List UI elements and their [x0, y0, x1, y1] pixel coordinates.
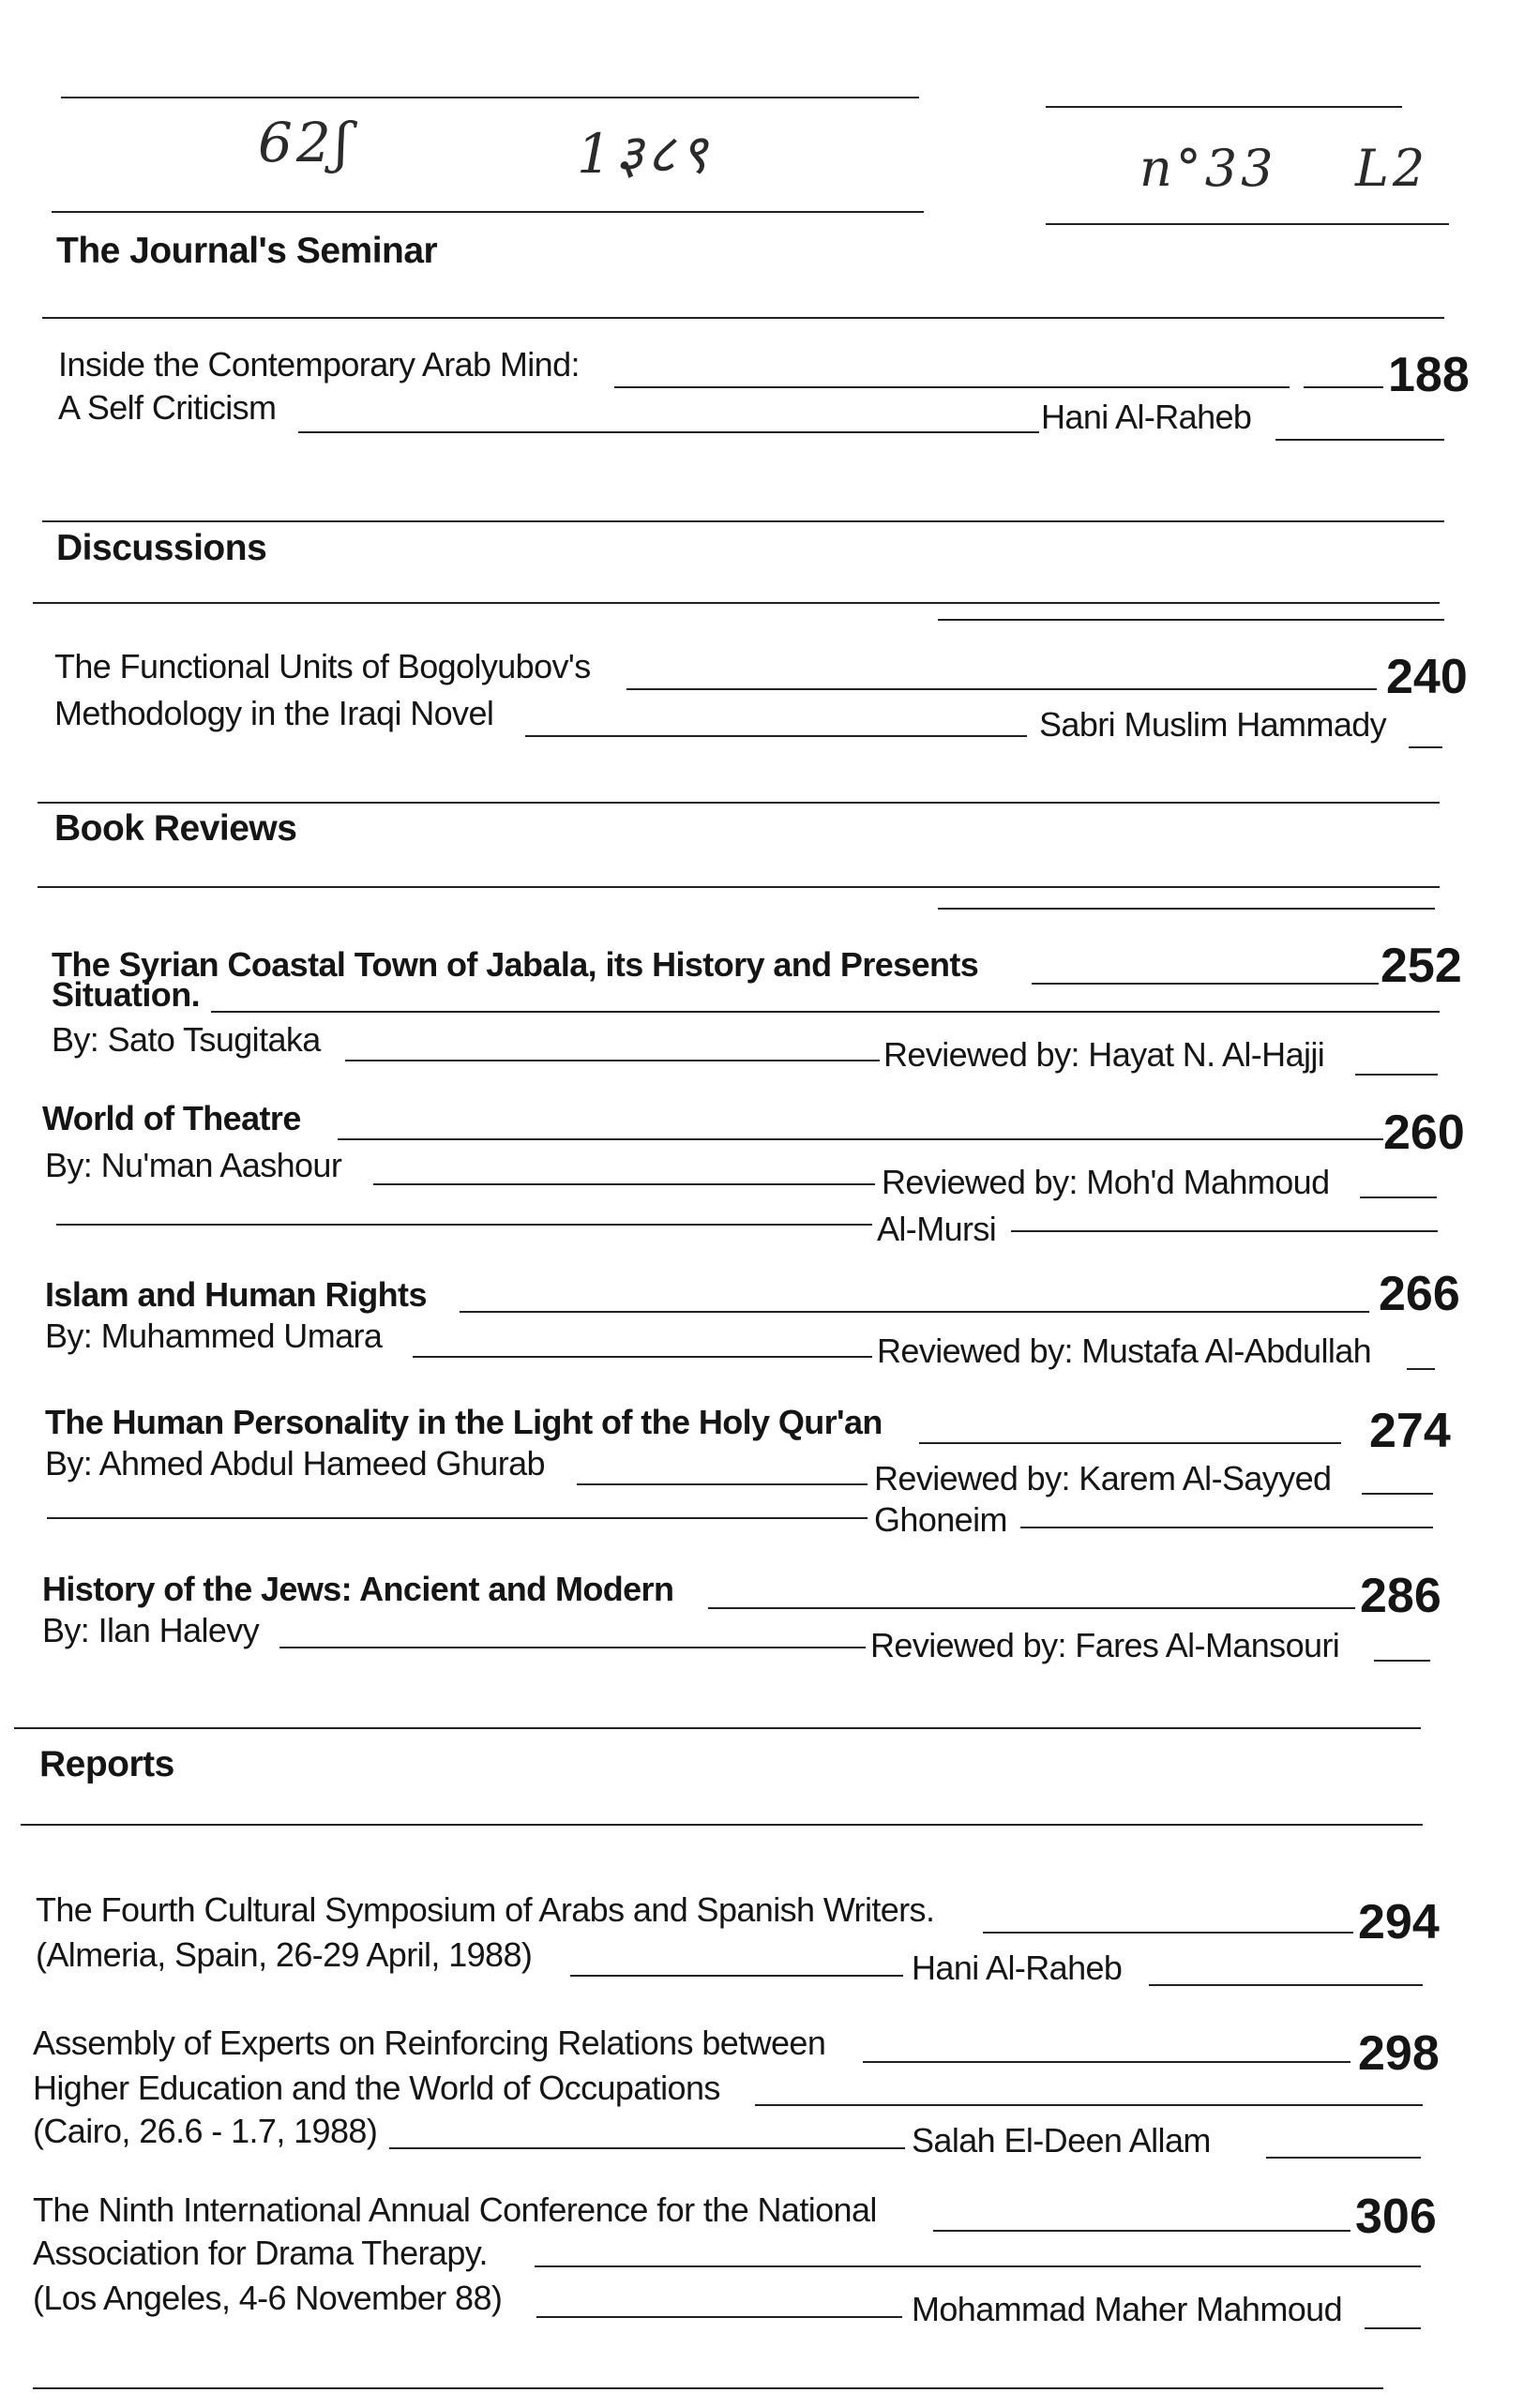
leader-line [536, 2316, 902, 2318]
header-rule-top-right [1046, 106, 1402, 108]
leader-line [577, 1483, 868, 1485]
entry-author: Sabri Muslim Hammady [1039, 705, 1387, 744]
section-rule [938, 619, 1444, 621]
section-rule [38, 802, 1440, 804]
leader-line [1409, 746, 1442, 748]
leader-line [47, 1517, 868, 1519]
section-title-seminar: The Journal's Seminar [56, 231, 438, 271]
leader-line [614, 386, 1290, 388]
leader-line [863, 2061, 1350, 2063]
leader-line [1275, 439, 1444, 441]
leader-line [413, 1356, 872, 1358]
review-title-line: Situation. [52, 975, 200, 1014]
header-rule-bottom-left [52, 211, 924, 213]
page-number: 266 [1379, 1267, 1460, 1321]
leader-line [570, 1975, 903, 1977]
leader-line [1374, 1660, 1430, 1662]
section-rule [14, 1727, 1421, 1729]
page-number: 274 [1369, 1404, 1451, 1458]
leader-line [1407, 1368, 1435, 1370]
report-author: Hani Al-Raheb [912, 1949, 1123, 1987]
page-number: 188 [1388, 348, 1470, 402]
leader-line [525, 735, 1027, 737]
entry-title-line: Methodology in the Iraqi Novel [54, 694, 494, 732]
leader-line [211, 1011, 1440, 1013]
review-reviewer: Reviewed by: Mustafa Al-Abdullah [877, 1332, 1372, 1370]
leader-line [535, 2265, 1421, 2267]
review-author: By: Ahmed Abdul Hameed Ghurab [45, 1444, 545, 1482]
page-number: 286 [1360, 1569, 1441, 1623]
section-title-reports: Reports [39, 1744, 174, 1784]
review-reviewer: Reviewed by: Karem Al-Sayyed [874, 1459, 1332, 1497]
leader-line [755, 2104, 1423, 2106]
section-rule [38, 886, 1440, 888]
page-number: 252 [1381, 939, 1462, 993]
leader-line [1365, 2327, 1421, 2329]
leader-line [919, 1442, 1341, 1444]
review-title-line: History of the Jews: Ancient and Modern [42, 1570, 674, 1608]
section-rule [21, 1824, 1423, 1826]
header-rule-bottom-right [1046, 223, 1449, 225]
leader-line [1266, 2157, 1421, 2159]
handwritten-year: 1३८९ [577, 122, 712, 186]
leader-line [389, 2147, 905, 2149]
leader-line [1032, 983, 1379, 985]
page-number: 260 [1383, 1106, 1465, 1160]
review-author: By: Nu'man Aashour [45, 1146, 342, 1184]
handwritten-code: 62ʃ [258, 111, 354, 174]
report-title-line: (Almeria, Spain, 26-29 April, 1988) [36, 1935, 533, 1974]
leader-line [298, 431, 1039, 433]
leader-line [933, 2230, 1350, 2232]
review-title-line: The Syrian Coastal Town of Jabala, its History and Presents [52, 945, 979, 984]
page-number: 294 [1358, 1895, 1440, 1949]
report-title-line: Higher Education and the World of Occupations [33, 2069, 720, 2107]
handwritten-mark: L2 [1355, 139, 1429, 198]
section-rule [33, 602, 1440, 604]
review-reviewer: Reviewed by: Hayat N. Al-Hajji [883, 1035, 1325, 1074]
review-title-line: The Human Personality in the Light of the Holy Qur'an [45, 1403, 883, 1441]
entry-title-line: A Self Criticism [58, 388, 277, 427]
leader-line [983, 1932, 1353, 1934]
entry-author: Hani Al-Raheb [1041, 398, 1252, 436]
leader-line [338, 1138, 1383, 1140]
leader-line [460, 1311, 1369, 1313]
review-reviewer-continued: Ghoneim [874, 1500, 1007, 1539]
report-title-line: (Cairo, 26.6 - 1.7, 1988) [33, 2112, 378, 2150]
section-title-discussions: Discussions [56, 528, 267, 568]
review-author: By: Muhammed Umara [45, 1317, 383, 1355]
report-title-line: Association for Drama Therapy. [33, 2234, 488, 2272]
section-title-book-reviews: Book Reviews [54, 808, 297, 849]
review-title-line: Islam and Human Rights [45, 1275, 427, 1314]
review-reviewer: Reviewed by: Fares Al-Mansouri [870, 1626, 1340, 1664]
header-rule-top-left [61, 97, 919, 98]
leader-line [1020, 1527, 1433, 1528]
review-reviewer-continued: Al-Mursi [877, 1210, 997, 1248]
leader-line [1149, 1984, 1423, 1986]
leader-line [1362, 1493, 1433, 1495]
report-title-line: The Fourth Cultural Symposium of Arabs and Spanish Writers. [36, 1890, 935, 1929]
leader-line [1011, 1230, 1438, 1232]
review-author: By: Ilan Halevy [42, 1611, 260, 1649]
leader-line [1360, 1196, 1437, 1198]
entry-title-line: The Functional Units of Bogolyubov's [54, 647, 591, 685]
section-rule [938, 908, 1435, 910]
review-author: By: Sato Tsugitaka [52, 1020, 321, 1059]
leader-line [1304, 386, 1383, 388]
section-rule [42, 520, 1444, 522]
leader-line [279, 1647, 866, 1648]
page-number: 240 [1386, 650, 1468, 704]
report-title-line: The Ninth International Annual Conference for the National [33, 2190, 877, 2229]
report-author: Salah El-Deen Allam [912, 2121, 1211, 2160]
page-number: 298 [1358, 2026, 1440, 2081]
entry-title-line: Inside the Contemporary Arab Mind: [58, 345, 580, 384]
report-title-line: Assembly of Experts on Reinforcing Relations between [33, 2024, 826, 2062]
review-title-line: World of Theatre [42, 1099, 301, 1137]
bottom-rule [33, 2387, 1383, 2389]
review-reviewer: Reviewed by: Moh'd Mahmoud [882, 1163, 1330, 1201]
section-rule [42, 317, 1444, 319]
leader-line [708, 1607, 1355, 1609]
page-number: 306 [1355, 2190, 1437, 2244]
leader-line [56, 1224, 872, 1226]
leader-line [373, 1183, 875, 1185]
leader-line [345, 1060, 880, 1061]
report-title-line: (Los Angeles, 4-6 November 88) [33, 2279, 503, 2317]
leader-line [626, 688, 1377, 690]
handwritten-issue: n°33 [1139, 139, 1277, 198]
report-author: Mohammad Maher Mahmoud [912, 2290, 1343, 2328]
leader-line [1355, 1074, 1438, 1076]
